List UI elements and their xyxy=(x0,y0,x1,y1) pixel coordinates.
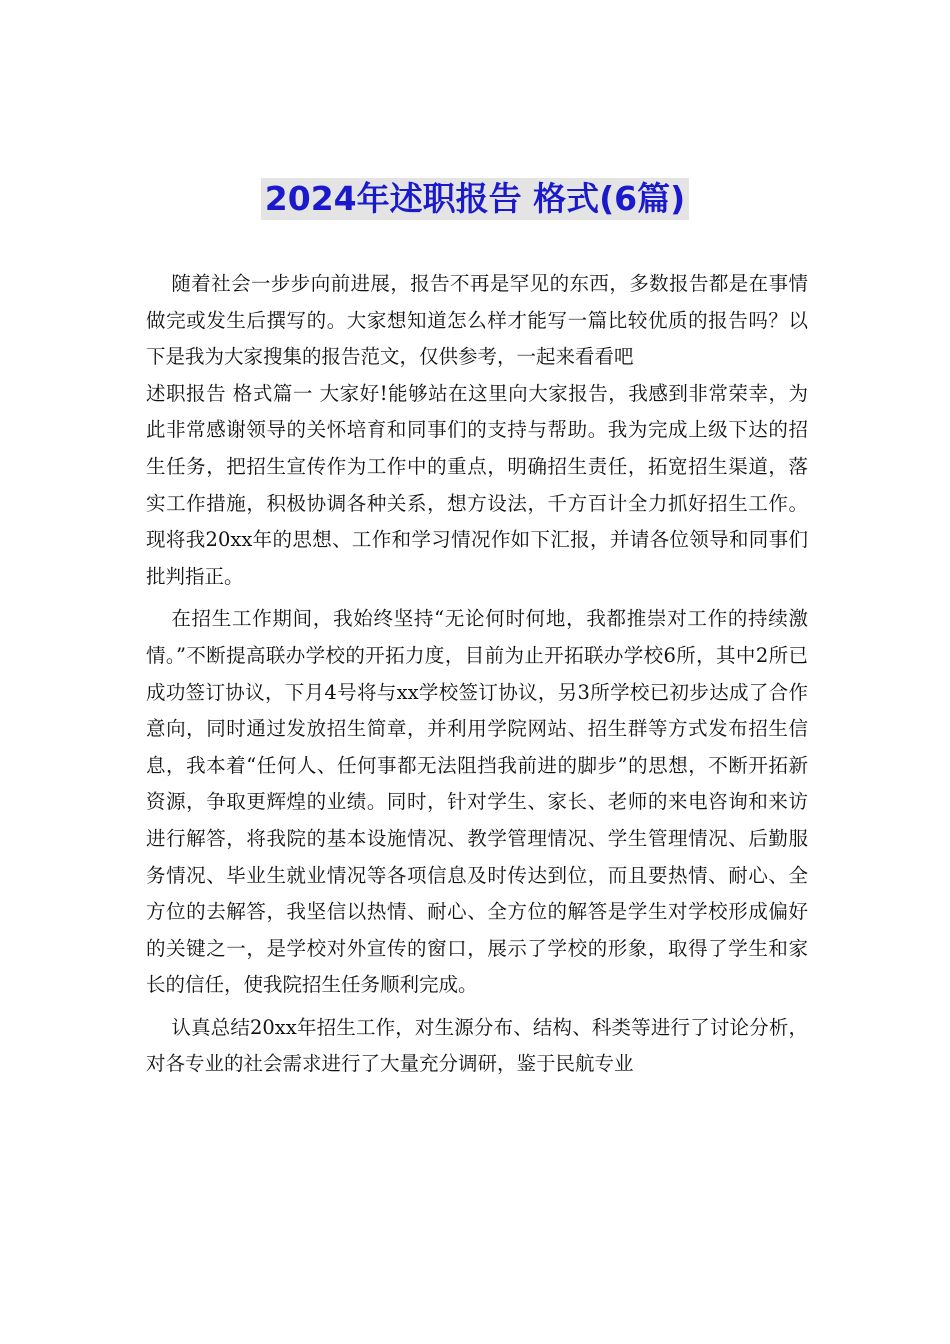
body-paragraph: 认真总结20xx年招生工作，对生源分布、结构、科类等进行了讨论分析，对各专业的社会需求进行了大量充分调研，鉴于民航专业 xyxy=(146,1015,808,1076)
document-title: 2024年述职报告 格式(6篇) xyxy=(261,178,689,220)
body-paragraph: 在招生工作期间，我始终坚持“无论何时何地，我都推崇对工作的持续激情。”不断提高联办学校的开拓力度，目前为止开拓联办学校6所，其中2所已成功签订协议，下月4号将与xx学校签订协议，另3所学校已初步达成了合作意向，同时通过发放招生简章，并利用学院网站、招生群等方式发布招生信息，我本着“任何人、任何事都无法阻挡我前进的脚步”的思想，不断开拓新资源，争取更辉煌的业绩。同时，针对学生、家长、老师的来电咨询和来访进行解答，将我院的基本设施情况、教学管理情况、学生管理情况、后勤服务情况、毕业生就业情况等各项信息及时传达到位，而且要热情、耐心、全方位的去解答，我坚信以热情、耐心、全方位的解答是学生对学校形成偏好的关键之一，是学校对外宣传的窗口，展示了学校的形象，取得了学生和家长的信任，使我院招生任务顺利完成。 xyxy=(146,607,808,997)
section-one-paragraph: 述职报告 格式篇一 大家好!能够站在这里向大家报告，我感到非常荣幸，为此非常感谢领导的关怀培育和同事们的支持与帮助。我为完成上级下达的招生任务，把招生宣传作为工作中的重点，明确招生责任，拓宽招生渠道，落实工作措施，积极协调各种关系，想方设法，千方百计全力抓好招生工作。现将我20xx年的思想、工作和学习情况作如下汇报，并请各位领导和同事们批判指正。 xyxy=(146,381,808,588)
title-container xyxy=(0,178,950,220)
document-body xyxy=(146,266,808,1083)
intro-paragraph: 随着社会一步步向前进展，报告不再是罕见的东西，多数报告都是在事情做完或发生后撰写的。大家想知道怎么样才能写一篇比较优质的报告吗？以下是我为大家搜集的报告范文，仅供参考，一起来看看吧 xyxy=(146,272,808,369)
